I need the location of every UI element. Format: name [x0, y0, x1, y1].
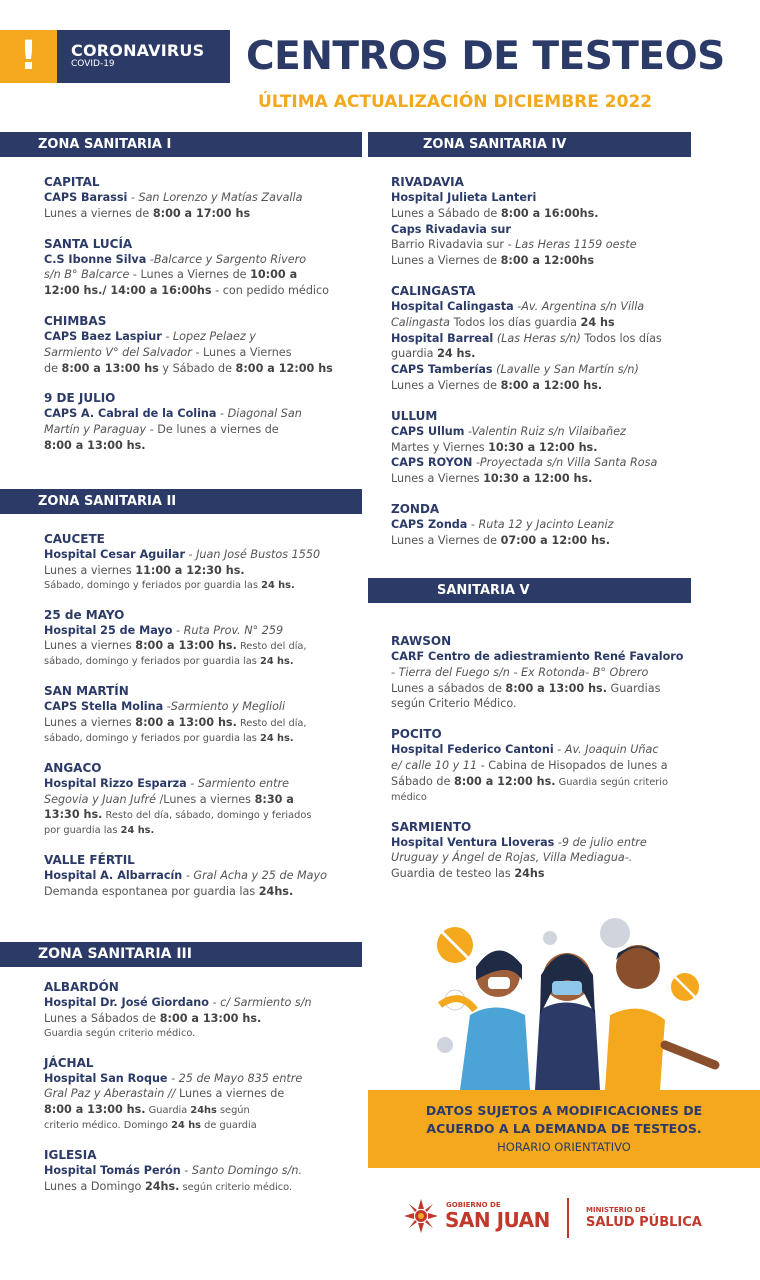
hours: 24hs: [514, 867, 545, 881]
hours: 24 hs.: [120, 825, 155, 837]
entry-line: [44, 792, 362, 808]
hours: 8:00 a 13:00 hs.: [505, 681, 607, 695]
entry-line: [391, 533, 691, 549]
location-name: 25 de MAYO: [44, 607, 125, 622]
location-name: CALINGASTA: [391, 283, 476, 298]
text: según Criterio Médico.: [391, 697, 517, 711]
entry-line: [391, 331, 691, 347]
text: Guardia según criterio médico.: [44, 1027, 196, 1039]
entry-rawson: [391, 633, 711, 712]
zone-4-content: [391, 174, 691, 563]
zone-1-title: ZONA SANITARIA I: [38, 137, 172, 152]
entry-line: [44, 1163, 362, 1179]
hours: 07:00 a 12:00 hs.: [500, 533, 610, 547]
sun-logo-icon: [402, 1197, 440, 1235]
text: guardia: [391, 347, 438, 361]
location-name: SARMIENTO: [391, 819, 472, 834]
center-name: Hospital 25 de Mayo: [44, 623, 173, 637]
center-name: C.S Ibonne Silva: [44, 252, 147, 266]
center-name: CAPS Ullum: [391, 424, 465, 438]
entry-san-martin: [44, 683, 362, 746]
center-name: Hospital A. Albarracín: [44, 869, 183, 883]
text: - De lunes a viernes de: [146, 423, 279, 437]
entry-line: [391, 665, 711, 681]
hours: 8:00 a 12:00 hs.: [500, 378, 603, 392]
person-middle: [535, 953, 600, 1090]
address: -9 de julio entre: [554, 835, 647, 849]
hours: 24hs: [190, 1105, 217, 1117]
entry-line: [44, 824, 362, 838]
entry-line: [44, 807, 362, 824]
entry-line: [44, 422, 362, 438]
address: - Gral Acha y 25 de Mayo: [182, 869, 327, 883]
entry-line: [44, 283, 362, 299]
center-name: Hospital Federico Cantoni: [391, 743, 554, 757]
address: - Av. Joaquin Uñac: [553, 743, 659, 757]
address: - Santo Domingo s/n.: [180, 1163, 303, 1177]
hours: 8:00 a 13:00 hs.: [135, 715, 237, 729]
entry-line: [44, 995, 362, 1011]
center-name: CAPS Stella Molina: [44, 700, 164, 714]
address: -Sarmiento y Meglioli: [163, 700, 286, 714]
text: sábado, domingo y feriados por guardia las: [44, 732, 261, 744]
hours: 8:00 a 13:00 hs: [61, 361, 159, 375]
entry-line: [44, 1027, 362, 1041]
address: e/ calle 10 y 11: [391, 758, 478, 772]
badge-subtitle: COVID-19: [71, 59, 115, 69]
san-juan-label: SAN JUAN: [445, 1208, 550, 1232]
disclaimer-line-2: ACUERDO A LA DEMANDA DE TESTEOS.: [426, 1121, 702, 1136]
entry-line: [391, 440, 691, 456]
disclaimer-line-3: HORARIO ORIENTATIVO: [497, 1140, 631, 1154]
entry-line: [44, 190, 362, 206]
text: Lunes a viernes: [44, 715, 136, 729]
text: Guardia de testeo las: [391, 867, 515, 881]
location-name: VALLE FÉRTIL: [44, 853, 135, 868]
entry-line: [44, 547, 362, 563]
address: -Balcarce y Sargento Rivero: [146, 252, 307, 266]
location-name: ZONDA: [391, 501, 440, 516]
entry-line: [391, 696, 711, 712]
entry-capital: [44, 174, 362, 222]
hours: 10:00 a: [250, 268, 298, 282]
center-name: Hospital Barreal: [391, 331, 494, 345]
entry-line: [391, 346, 691, 362]
address: -Proyectada s/n Villa Santa Rosa: [472, 456, 658, 470]
address: - Diagonal San: [216, 407, 302, 421]
page-subtitle: ÚLTIMA ACTUALIZACIÓN DICIEMBRE 2022: [258, 92, 653, 112]
hours: 8:00 a 12:00 hs.: [453, 774, 556, 788]
text: Guardia: [145, 1105, 191, 1117]
entry-line: [44, 1086, 362, 1102]
address: - 25 de Mayo 835 entre: [167, 1071, 303, 1085]
text: sábado, domingo y feriados por guardia las: [44, 656, 261, 668]
text: Lunes a Viernes de: [391, 378, 501, 392]
location-name: ANGACO: [44, 760, 102, 775]
location-name: CAPITAL: [44, 175, 100, 189]
entry-angaco: [44, 760, 362, 838]
address: Sarmiento V° del Salvador: [44, 345, 192, 359]
location-name: RIVADAVIA: [391, 175, 464, 189]
text: Lunes a sábados de: [391, 681, 506, 695]
entry-line: [391, 758, 711, 774]
entry-line: [391, 517, 691, 533]
hours: 8:00 a 13:00 hs.: [135, 639, 237, 653]
address: - Ruta Prov. N° 259: [172, 623, 284, 637]
center-name: Hospital Cesar Aguilar: [44, 548, 185, 561]
entry-santa-lucia: [44, 236, 362, 299]
text: Sábado de: [391, 774, 454, 788]
center-name: CAPS ROYON: [391, 456, 473, 470]
center-name: CAPS Baez Laspiur: [44, 329, 162, 343]
location-name: ALBARDÓN: [44, 980, 119, 994]
entry-line: [391, 455, 691, 471]
text: y Sábado de: [158, 361, 236, 375]
text: Sábado, domingo y feriados por guardia las: [44, 579, 262, 591]
center-name: Hospital Tomás Perón: [44, 1163, 181, 1177]
address: Las Heras 1159 oeste: [515, 238, 637, 252]
center-name: Hospital Ventura Lloveras: [391, 835, 555, 849]
hours: 24 hs.: [260, 732, 294, 744]
location-name: ULLUM: [391, 408, 438, 423]
center-name: Hospital Dr. José Giordano: [44, 996, 209, 1009]
text: - Lunes a Viernes: [191, 345, 292, 359]
entry-valle-fertil: [44, 852, 362, 900]
entry-rivadavia: [391, 174, 691, 269]
text: Demanda espontanea por guardia las: [44, 884, 259, 898]
entry-line: [391, 850, 711, 866]
text: Lunes a Sábados de: [44, 1011, 160, 1025]
text: Lunes a Sábado de: [391, 206, 501, 220]
hours: 8:00 a 12:00hs: [500, 254, 595, 268]
hours: 24 hs.: [261, 579, 295, 591]
hours: 8:00 a 13:00 hs.: [159, 1011, 262, 1025]
address: - Ruta 12 y Jacinto Leaniz: [467, 517, 614, 531]
entry-line: [44, 1179, 362, 1196]
entry-line: [44, 206, 362, 222]
text: Lunes a Viernes de: [391, 533, 501, 547]
zone-2-content: [44, 531, 362, 914]
address: Martín y Paraguay: [44, 423, 147, 437]
address: Gral Paz y Aberastain //: [44, 1087, 176, 1101]
hours: 8:00 a 17:00 hs: [152, 206, 251, 220]
address: s/n B° Balcarce: [44, 268, 130, 282]
text: Guardia según criterio: [555, 776, 668, 788]
text: de guardia: [201, 1119, 257, 1131]
hours: 8:00 a 12:00 hs: [235, 361, 333, 375]
location-name: CHIMBAS: [44, 313, 107, 328]
text: criterio médico. Domingo: [44, 1119, 172, 1131]
zone-2-title: ZONA SANITARIA II: [38, 494, 177, 509]
zone-bar-2: [0, 489, 362, 514]
entry-line: [44, 406, 362, 422]
entry-line: [44, 579, 362, 593]
entry-line: [391, 649, 711, 665]
entry-line: [391, 299, 691, 315]
entry-line: [44, 1119, 362, 1133]
entry-ullum: [391, 408, 691, 487]
zone-5-content: [391, 633, 711, 896]
address: Segovia y Juan Jufré: [44, 792, 156, 806]
text: según criterio médico.: [179, 1181, 293, 1193]
entry-line: [391, 206, 691, 222]
center-name: CAPS A. Cabral de la Colina: [44, 407, 217, 421]
hours: 24 hs: [171, 1119, 202, 1131]
hours: 8:00 a 16:00hs.: [500, 206, 599, 220]
entry-line: [44, 438, 362, 454]
entry-line: [391, 222, 691, 238]
hours: 13:30 hs.: [44, 808, 103, 822]
text: Lunes a viernes: [44, 563, 136, 577]
entry-line: [44, 776, 362, 792]
text: Todos los días: [580, 331, 662, 345]
entry-line: [391, 791, 711, 805]
salud-publica-label: SALUD PÚBLICA: [586, 1215, 702, 1230]
zone-4-title: ZONA SANITARIA IV: [423, 137, 567, 152]
entry-line: [391, 424, 691, 440]
entry-line: [391, 471, 691, 487]
location-name: IGLESIA: [44, 1147, 97, 1162]
address: - San Lorenzo y Matías Zavalla: [127, 191, 303, 204]
exclamation-icon: !: [0, 30, 57, 83]
entry-line: [44, 699, 362, 715]
text: Lunes a Domingo: [44, 1179, 145, 1193]
center-name: Hospital San Roque: [44, 1071, 168, 1085]
hours: 10:30 a 12:00 hs.: [488, 440, 598, 454]
text: /Lunes a viernes: [155, 792, 255, 806]
zone-3-title: ZONA SANITARIA III: [38, 946, 192, 962]
entry-25-de-mayo: [44, 607, 362, 670]
san-juan-logo: [402, 1195, 552, 1240]
ministerio-label: MINISTERIO DE: [586, 1206, 646, 1214]
text: Lunes a Viernes de: [391, 254, 501, 268]
text: por guardia las: [44, 825, 121, 837]
entry-line: [391, 315, 691, 331]
address: - Lopez Pelaez y: [161, 329, 256, 343]
entry-pocito: [391, 726, 711, 804]
address: (Las Heras s/n): [493, 331, 581, 345]
entry-line: [44, 267, 362, 283]
entry-line: [44, 884, 362, 900]
hours: 8:00 a 13:00 hs.: [44, 438, 146, 452]
entry-line: [44, 1102, 362, 1119]
entry-line: [391, 253, 691, 269]
center-name: Hospital Rizzo Esparza: [44, 776, 187, 790]
entry-line: [391, 362, 691, 378]
text: Lunes a Viernes: [391, 472, 484, 486]
entry-sarmiento: [391, 819, 711, 882]
address: Calingasta: [391, 315, 451, 329]
zone-bar-4: [368, 132, 691, 157]
logo-divider: [567, 1198, 569, 1238]
hours: 24 hs.: [260, 656, 294, 668]
text: Lunes a viernes de: [175, 1087, 285, 1101]
address: - Sarmiento entre: [186, 776, 289, 790]
entry-calingasta: [391, 283, 691, 394]
location-name: CAUCETE: [44, 532, 105, 546]
hours: 11:00 a 12:30 hs.: [135, 563, 245, 577]
entry-line: [391, 681, 711, 697]
zone-5-title: SANITARIA V: [437, 583, 530, 598]
zone-3-content: [44, 979, 362, 1210]
zone-1-content: [44, 174, 362, 468]
text: Resto del día,: [236, 641, 307, 653]
address: -Valentin Ruiz s/n Vilaibañez: [464, 424, 626, 438]
entry-iglesia: [44, 1147, 362, 1196]
text: Lunes a viernes: [44, 639, 136, 653]
entry-albardon: [44, 979, 362, 1041]
location-name: SAN MARTÍN: [44, 684, 129, 699]
text: médico: [391, 791, 427, 803]
center-name: CARF Centro de adiestramiento René Favaloro: [391, 650, 684, 663]
location-name: JÁCHAL: [44, 1055, 94, 1070]
hours: 8:30 a: [254, 792, 294, 806]
entry-line: [44, 1071, 362, 1087]
hours: 24 hs.: [437, 347, 476, 361]
center-name: Caps Rivadavia sur: [391, 222, 511, 236]
hours: 24hs.: [258, 884, 294, 898]
text: Guardias: [606, 681, 661, 695]
entry-line: [44, 329, 362, 345]
entry-9-de-julio: [44, 390, 362, 453]
page-title: CENTROS DE TESTEOS: [246, 34, 725, 79]
zone-bar-5: [368, 578, 691, 603]
entry-line: [44, 868, 362, 884]
person-right: [605, 945, 715, 1090]
entry-line: [44, 655, 362, 669]
text: Martes y Viernes: [391, 440, 489, 454]
disclaimer-box: [368, 1090, 760, 1168]
entry-jachal: [44, 1055, 362, 1133]
entry-line: [391, 190, 691, 206]
entry-line: [391, 237, 691, 253]
text: - con pedido médico: [211, 284, 330, 298]
text: - Lunes a Viernes de: [129, 268, 251, 282]
disclaimer-line-1: DATOS SUJETOS A MODIFICACIONES DE: [425, 1103, 703, 1118]
coronavirus-badge: [57, 30, 230, 83]
virus-crossed-icon-right: [671, 973, 699, 1001]
text: - Cabina de Hisopados de lunes a: [477, 758, 668, 772]
center-name: Hospital Julieta Lanteri: [391, 191, 537, 204]
entry-line: [391, 378, 691, 394]
entry-line: [44, 638, 362, 655]
zone-bar-1: [0, 132, 362, 157]
gobierno-label: GOBIERNO DE: [446, 1201, 501, 1209]
zone-bar-3: [0, 942, 362, 967]
entry-caucete: [44, 531, 362, 593]
location-name: RAWSON: [391, 634, 452, 648]
entry-zonda: [391, 501, 691, 549]
address: -Av. Argentina s/n Villa: [513, 299, 645, 313]
center-name: Hospital Calingasta: [391, 299, 514, 313]
location-name: POCITO: [391, 727, 442, 742]
text: Resto del día, sábado, domingo y feriados: [102, 810, 312, 822]
center-name: CAPS Barassi: [44, 191, 128, 204]
center-name: CAPS Zonda: [391, 517, 468, 531]
entry-chimbas: [44, 313, 362, 376]
entry-line: [44, 345, 362, 361]
text: Resto del día,: [236, 717, 307, 729]
text: según: [216, 1105, 250, 1117]
entry-line: [391, 742, 711, 758]
entry-line: [44, 563, 362, 579]
hours: 12:00 hs./ 14:00 a 16:00hs: [44, 284, 212, 298]
entry-line: [391, 774, 711, 791]
entry-line: [44, 623, 362, 639]
text: Lunes a viernes de: [44, 206, 153, 220]
address: Uruguay y Ángel de Rojas, Villa Mediagua-.: [391, 851, 633, 865]
entry-line: [44, 361, 362, 377]
hours: 8:00 a 13:00 hs.: [44, 1103, 146, 1117]
hours: 24hs.: [144, 1179, 180, 1193]
address: - Juan José Bustos 1550: [184, 548, 321, 561]
address: - Tierra del Fuego s/n - Ex Rotonda- B° Obrero: [391, 665, 649, 679]
location-name: SANTA LUCÍA: [44, 236, 133, 251]
entry-line: [391, 866, 711, 882]
text: de: [44, 361, 62, 375]
entry-line: [44, 252, 362, 268]
people-illustration: [400, 905, 730, 1090]
hours: 10:30 a 12:00 hs.: [483, 472, 593, 486]
text: Todos los días guardia: [450, 315, 581, 329]
hours: 24 hs: [580, 315, 615, 329]
center-name: CAPS Tamberías: [391, 363, 493, 377]
entry-line: [44, 732, 362, 746]
text: Barrio Rivadavia sur -: [391, 238, 516, 252]
entry-line: [391, 835, 711, 851]
entry-line: [44, 1011, 362, 1027]
address: (Lavalle y San Martín s/n): [492, 363, 639, 377]
location-name: 9 DE JULIO: [44, 391, 116, 406]
entry-line: [44, 715, 362, 732]
address: - c/ Sarmiento s/n: [208, 996, 312, 1009]
badge-title: CORONAVIRUS: [71, 41, 205, 60]
person-left: [440, 950, 530, 1090]
